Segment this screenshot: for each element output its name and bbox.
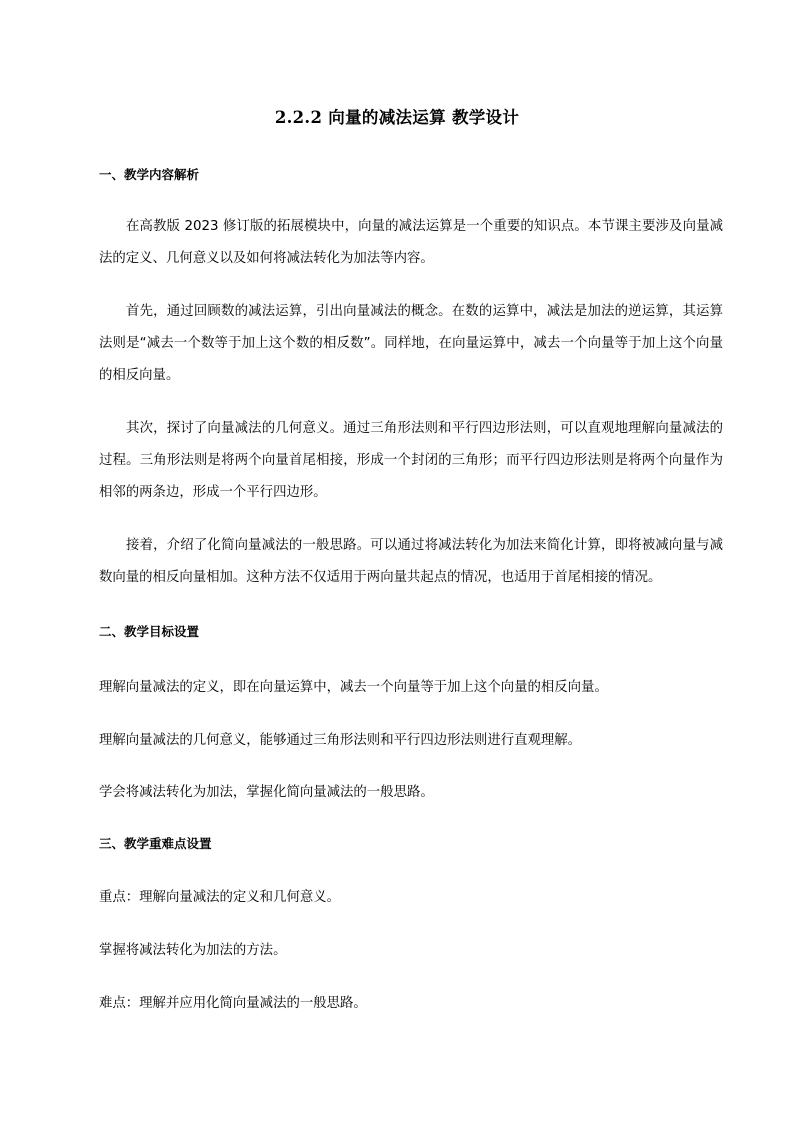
list-item: 学会将减法转化为加法，掌握化简向量减法的一般思路。 xyxy=(99,785,434,800)
list-item: 难点：理解并应用化简向量减法的一般思路。 xyxy=(99,996,367,1011)
paragraph: 其次，探讨了向量减法的几何意义。通过三角形法则和平行四边形法则，可以直观地理解向量减法的过程。三角形法则是将两个向量首尾相接，形成一个封闭的三角形；而平行四边形法则是将两个向量作为相邻的两条边，形成一个平行四边形。 xyxy=(99,421,723,500)
section-heading-content-analysis: 一、教学内容解析 xyxy=(99,167,200,182)
section-heading-teaching-goals: 二、教学目标设置 xyxy=(99,624,200,639)
document-title: 2.2.2 向量的减法运算 教学设计 xyxy=(274,108,520,127)
list-item: 理解向量减法的几何意义，能够通过三角形法则和平行四边形法则进行直观理解。 xyxy=(99,733,582,748)
section-heading-key-points: 三、教学重难点设置 xyxy=(99,836,212,851)
list-item: 理解向量减法的定义，即在向量运算中，减去一个向量等于加上这个向量的相反向量。 xyxy=(99,680,608,695)
paragraph: 首先，通过回顾数的减法运算，引出向量减法的概念。在数的运算中，减法是加法的逆运算，其运算法则是“减去一个数等于加上这个数的相反数”。同样地，在向量运算中，减去一个向量等于加上这个向量的相反向量。 xyxy=(99,304,723,383)
list-item: 重点：理解向量减法的定义和几何意义。 xyxy=(99,890,341,905)
list-item: 掌握将减法转化为加法的方法。 xyxy=(99,943,287,958)
paragraph: 在高教版 2023 修订版的拓展模块中，向量的减法运算是一个重要的知识点。本节课主要涉及向量减法的定义、几何意义以及如何将减法转化为加法等内容。 xyxy=(99,219,723,266)
paragraph: 接着，介绍了化简向量减法的一般思路。可以通过将减法转化为加法来简化计算，即将被减向量与减数向量的相反向量相加。这种方法不仅适用于两向量共起点的情况，也适用于首尾相接的情况。 xyxy=(99,538,723,585)
